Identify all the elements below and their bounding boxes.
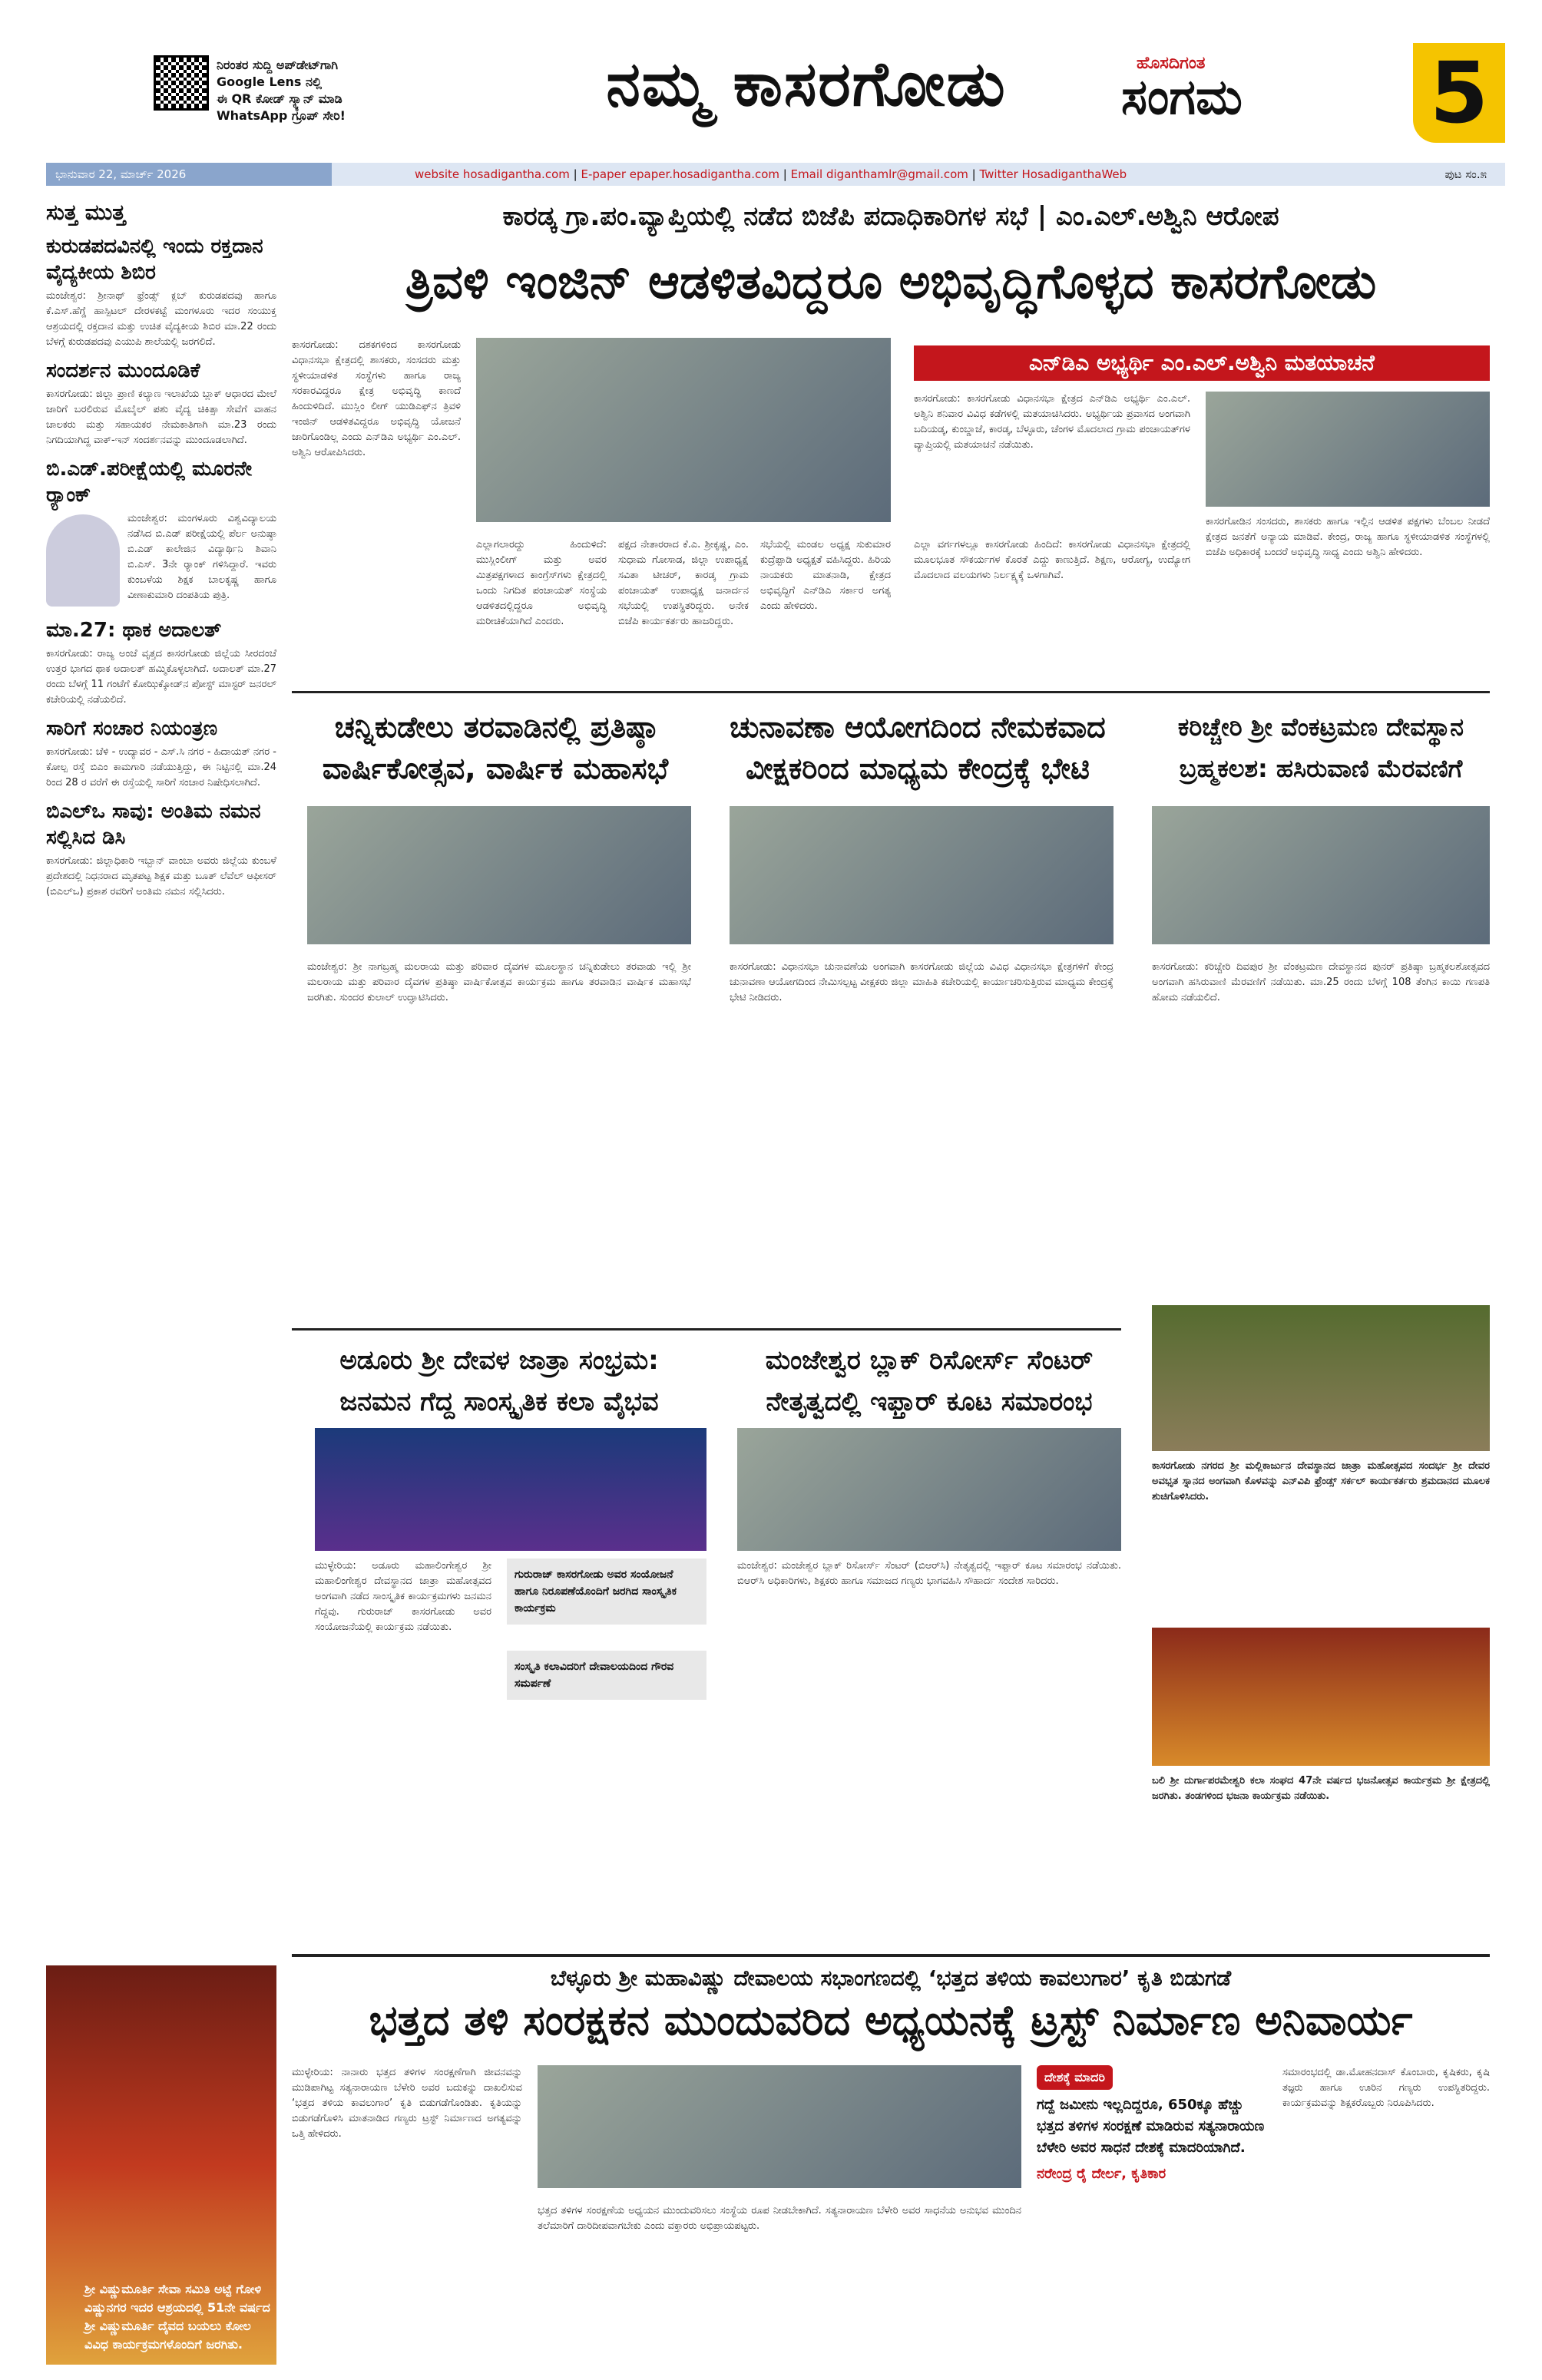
pull-quote: ಗುರುರಾಜ್ ಕಾಸರಗೋಡು ಅವರ ಸಂಯೋಜನೆ ಹಾಗೂ ನಿರೂಪಣೆಯೊಂದಿಗೆ ಜರಗಿದ ಸಾಂಸ್ಕೃತಿಕ ಕಾರ್ಯಕ್ರಮ bbox=[507, 1559, 706, 1625]
article-column: ಕಾಸರಗೋಡು: ಕಾಸರಗೋಡು ವಿಧಾನಸಭಾ ಕ್ಷೇತ್ರದ ಎನ್‌ಡಿಎ ಅಭ್ಯರ್ಥಿ ಎಂ.ಎಲ್. ಅಶ್ವಿನಿ ಶನಿವಾರ ವಿವಿಧ ಕಡೆಗಳಲ್ಲಿ ಮತಯಾಚಿಸಿದರು. ಅಭ್ಯರ್ಥಿಯ ಪ್ರವಾಸದ ಅಂಗವಾಗಿ ಬದಿಯಡ್ಕ, ಕುಂಬ್ಡಾಜೆ, ಕಾರಡ್ಕ, ಬೆಳ್ಳೂರು, ಚೆಂಗಳ ಮೊದಲಾದ ಗ್ರಾಮ ಪಂಚಾಯತ್‌ಗಳ ವ್ಯಾಪ್ತಿಯಲ್ಲಿ ಮತಯಾಚನೆ ನಡೆಯಿತು. bbox=[914, 393, 1190, 451]
epaper-link[interactable]: E-paper epaper.hosadigantha.com bbox=[581, 167, 779, 181]
page-number: 5 bbox=[1413, 43, 1505, 143]
section-divider bbox=[292, 1954, 1490, 1957]
highlight-quote: ಗದ್ದೆ ಜಮೀನು ಇಲ್ಲದಿದ್ದರೂ, 650ಕ್ಕೂ ಹೆಚ್ಚು ಭತ್ತದ ತಳಿಗಳ ಸಂರಕ್ಷಣೆ ಮಾಡಿರುವ ಸತ್ಯನಾರಾಯಣ ಬೆಳೇರಿ ಅವರ ಸಾಧನೆ ದೇಶಕ್ಕೆ ಮಾದರಿಯಾಗಿದೆ. bbox=[1037, 2097, 1265, 2156]
student-photo bbox=[46, 514, 120, 607]
side-story-title: ಎನ್‌ಡಿಎ ಅಭ್ಯರ್ಥಿ ಎಂ.ಎಲ್.ಅಶ್ವಿನಿ ಮತಯಾಚನೆ bbox=[914, 345, 1490, 381]
brand-logo-small: ಹೊಸದಿಗಂತ bbox=[1137, 54, 1206, 73]
edition-label: ಪುಟ ಸಂ.೫ bbox=[1444, 167, 1487, 181]
article-column: ಕಾಸರಗೋಡು: ದಶಕಗಳಿಂದ ಕಾಸರಗೋಡು ವಿಧಾನಸಭಾ ಕ್ಷೇತ್ರದಲ್ಲಿ ಶಾಸಕರು, ಸಂಸದರು ಮತ್ತು ಸ್ಥಳೀಯಾಡಳಿತ ಸಂಸ್ಥೆಗಳು ಹಾಗೂ ರಾಜ್ಯ ಸರಕಾರವಿದ್ದರೂ ಕ್ಷೇತ್ರ ಅಭಿವೃದ್ಧಿ ಕಾಣದೆ ಹಿಂದುಳಿದಿದೆ. ಮುಸ್ಲಿಂ ಲೀಗ್ ಯುಡಿಎಫ್‌ನ ತ್ರಿವಳಿ ಇಂಜಿನ್ ಆಡಳಿತವಿದ್ದರೂ ಅಭಿವೃದ್ಧಿ ಯೋಜನೆ ಜಾರಿಗೊಂಡಿಲ್ಲ ಎಂದು ಎನ್‌ಡಿಎ ಅಭ್ಯರ್ಥಿ ಎಂ.ಎಲ್. ಅಶ್ವಿನಿ ಆರೋಪಿಸಿದರು. bbox=[292, 339, 461, 458]
pull-quote: ಸಂಸ್ಕೃತಿ ಕಲಾವಿದರಿಗೆ ದೇವಾಲಯದಿಂದ ಗೌರವ ಸಮರ್ಪಣೆ bbox=[507, 1651, 706, 1700]
article-column: ಮುಳ್ಳೇರಿಯ: ಅಡೂರು ಮಹಾಲಿಂಗೇಶ್ವರ ಶ್ರೀ ಮಹಾಲಿಂಗೇಶ್ವರ ದೇವಸ್ಥಾನದ ಜಾತ್ರಾ ಮಹೋತ್ಸವದ ಅಂಗವಾಗಿ ನಡೆದ ಸಾಂಸ್ಕೃತಿಕ ಕಾರ್ಯಕ್ರಮಗಳು ಜನಮನ ಗೆದ್ದವು. ಗುರುರಾಜ್ ಕಾಸರಗೋಡು ಅವರ ಸಂಯೋಜನೆಯಲ್ಲಿ ಕಾರ್ಯಕ್ರಮ ನಡೆಯಿತು. bbox=[315, 1560, 491, 1633]
sidebar-body: ಕಾಸರಗೋಡು: ಜಿಲ್ಲಾ ಪ್ರಾಣಿ ಕಲ್ಯಾಣ ಇಲಾಖೆಯ ಬ್ಲಾಕ್ ಆಧಾರದ ಮೇಲೆ ಜಾರಿಗೆ ಬರಲಿರುವ ಮೊಬೈಲ್ ಪಶು ವೈದ್ಯ ಚಿಕಿತ್ಸಾ ಸೇವೆಗೆ ವಾಹನ ಚಾಲಕರು ಮತ್ತು ಸಹಾಯಕರ ನೇಮಕಾತಿಗಾಗಿ ಮಾ.23 ರಂದು ನಿಗದಿಯಾಗಿದ್ದ ವಾಕ್-ಇನ್ ಸಂದರ್ಶನವನ್ನು ಮುಂದೂಡಲಾಗಿದೆ. bbox=[46, 388, 276, 446]
sidebar-headline: ಬಿಎಲ್‌ಒ ಸಾವು: ಅಂತಿಮ ನಮನ ಸಲ್ಲಿಸಿದ ಡಿಸಿ bbox=[46, 800, 261, 849]
bottom-headline: ಭತ್ತದ ತಳಿ ಸಂರಕ್ಷಕನ ಮುಂದುವರಿದ ಅಧ್ಯಯನಕ್ಕೆ ಟ್ರಸ್ಟ್ ನಿರ್ಮಾಣ ಅನಿವಾರ್ಯ bbox=[369, 1996, 1413, 2044]
sidebar-body: ಕಾಸರಗೋಡು: ರಾಜ್ಯ ಅಂಚೆ ವೃತ್ತದ ಕಾಸರಗೋಡು ಜಿಲ್ಲೆಯ ಸೀರದಂಚೆ ಉತ್ತರ ಭಾಗದ ಥಾಕ ಅದಾಲತ್ ಹಮ್ಮಿಕೊಳ್ಳಲಾಗಿದೆ. ಅದಾಲತ್ ಮಾ.27 ರಂದು ಬೆಳಗ್ಗೆ 11 ಗಂಟೆಗೆ ಕೋಝಿಕ್ಕೋಡ್‌ನ ಪೋಸ್ಟ್ ಮಾಸ್ಟರ್ ಜನರಲ್ ಕಚೇರಿಯಲ್ಲಿ ನಡೆಯಲಿದೆ. bbox=[46, 648, 276, 706]
story-headline: ಕರಿಚ್ಚೇರಿ ಶ್ರೀ ವೆಂಕಟ್ರಮಣ ದೇವಸ್ಥಾನ ಬ್ರಹ್ಮಕಲಶ: ಹಸಿರುವಾಣಿ ಮೆರವಣಿಗೆ bbox=[1177, 712, 1464, 783]
iftar-photo bbox=[737, 1428, 1121, 1551]
meeting-photo bbox=[476, 338, 891, 522]
section-divider bbox=[292, 1328, 1121, 1330]
article-column: ಕಾಸರಗೋಡು: ವಿಧಾನಸಭಾ ಚುನಾವಣೆಯ ಅಂಗವಾಗಿ ಕಾಸರಗೋಡು ಜಿಲ್ಲೆಯ ವಿವಿಧ ವಿಧಾನಸಭಾ ಕ್ಷೇತ್ರಗಳಿಗೆ ಕೇಂದ್ರ ಚುನಾವಣಾ ಆಯೋಗದಿಂದ ನೇಮಿಸಲ್ಪಟ್ಟ ವೀಕ್ಷಕರು ಜಿಲ್ಲಾ ಮಾಹಿತಿ ಕಚೇರಿಯಲ್ಲಿ ಕಾರ್ಯಾಚರಿಸುತ್ತಿರುವ ಮಾಧ್ಯಮ ಕೇಂದ್ರಕ್ಕೆ ಭೇಟಿ ನೀಡಿದರು. bbox=[730, 961, 1113, 1003]
sidebar-headline: ಕುರುಡಪದವಿನಲ್ಲಿ ಇಂದು ರಕ್ತದಾನ ವೈದ್ಯಕೀಯ ಶಿಬಿರ bbox=[46, 235, 263, 284]
highlight-tag: ದೇಶಕ್ಕೆ ಮಾದರಿ bbox=[1037, 2065, 1113, 2090]
photo-caption: ಶ್ರೀ ವಿಷ್ಣುಮೂರ್ತಿ ಸೇವಾ ಸಮಿತಿ ಅಟ್ಟೆ ಗೋಳಿ ವಿಷ್ಣುನಗರ ಇದರ ಆಶ್ರಯದಲ್ಲಿ 51ನೇ ವರ್ಷದ ಶ್ರೀ ವಿಷ್ಣುಮೂರ್ತಿ ದೈವದ ಬಯಲು ಕೋಲ ವಿವಿಧ ಕಾರ್ಯಕ್ರಮಗಳೊಂದಿಗೆ ಜರಗಿತು. bbox=[84, 2282, 270, 2352]
article-column: ಎಲ್ಲಾ ವರ್ಗಗಳಲ್ಲೂ ಕಾಸರಗೋಡು ಹಿಂದಿದೆ: ಕಾಸರಗೋಡು ವಿಧಾನಸಭಾ ಕ್ಷೇತ್ರದಲ್ಲಿ ಮೂಲಭೂತ ಸೌಕರ್ಯಗಳ ಕೊರತೆ ಎದ್ದು ಕಾಣುತ್ತಿದೆ. ಶಿಕ್ಷಣ, ಆರೋಗ್ಯ, ಉದ್ಯೋಗ ಮೊದಲಾದ ವಲಯಗಳು ನಿರ್ಲಕ್ಷ್ಯಕ್ಕೆ ಒಳಗಾಗಿವೆ. bbox=[914, 539, 1190, 581]
section-divider bbox=[292, 691, 1490, 693]
article-column: ಮಂಜೇಶ್ವರ: ಮಂಜೇಶ್ವರ ಬ್ಲಾಕ್ ರಿಸೋರ್ಸ್ ಸೆಂಟರ್ (ಬಿಆರ್‌ಸಿ) ನೇತೃತ್ವದಲ್ಲಿ ಇಫ್ತಾರ್ ಕೂಟ ಸಮಾರಂಭ ನಡೆಯಿತು. ಬಿಆರ್‌ಸಿ ಅಧಿಕಾರಿಗಳು, ಶಿಕ್ಷಕರು ಹಾಗೂ ಸಮಾಜದ ಗಣ್ಯರು ಭಾಗವಹಿಸಿ ಸೌಹಾರ್ದ ಸಂದೇಶ ಸಾರಿದರು. bbox=[737, 1560, 1121, 1587]
story-headline: ಅಡೂರು ಶ್ರೀ ದೇವಳ ಜಾತ್ರಾ ಸಂಭ್ರಮ: ಜನಮನ ಗೆದ್ದ ಸಾಂಸ್ಕೃತಿಕ ಕಲಾ ವೈಭವ bbox=[339, 1345, 659, 1417]
sidebar-body: ಕಾಸರಗೋಡು: ಚೆಳಿ - ಉದ್ಯಾವರ - ಎಸ್.ಸಿ ನಗರ - ಹಿದಾಯತ್ ನಗರ - ಕೋಲ್ಪ ರಸ್ತೆ ಬಿಎಂ ಕಾಮಗಾರಿ ನಡೆಯುತ್ತಿದ್ದು, ಈ ನಿಟ್ಟಿನಲ್ಲಿ ಮಾ.24 ರಿಂದ 28 ರ ವರೆಗೆ ಈ ರಸ್ತೆಯಲ್ಲಿ ಸಾರಿಗೆ ಸಂಚಾರ ನಿಷೇಧಿಸಲಾಗಿದೆ. bbox=[46, 746, 276, 788]
article-column: ಪಕ್ಷದ ನೇತಾರರಾದ ಕೆ.ಎ. ಶ್ರೀಕೃಷ್ಣ, ಎಂ. ಸುಧಾಮ ಗೋಸಾಡ, ಜಿಲ್ಲಾ ಉಪಾಧ್ಯಕ್ಷೆ ಸವಿತಾ ಟೀಚರ್, ಕಾರಡ್ಕ ಗ್ರಾಮ ಪಂಚಾಯತ್ ಉಪಾಧ್ಯಕ್ಷ ಜನಾರ್ದನ ಸಭೆಯಲ್ಲಿ ಉಪಸ್ಥಿತರಿದ್ದರು. ಅನೇಕ ಬಿಜೆಪಿ ಕಾರ್ಯಕರ್ತರು ಹಾಜರಿದ್ದರು. bbox=[618, 539, 749, 627]
email-link[interactable]: Email diganthamlr@gmail.com bbox=[790, 167, 968, 181]
photo-caption: ಕಾಸರಗೋಡು ನಗರದ ಶ್ರೀ ಮಲ್ಲಿಕಾರ್ಜುನ ದೇವಸ್ಥಾನದ ಜಾತ್ರಾ ಮಹೋತ್ಸವದ ಸಂದರ್ಭ ಶ್ರೀ ದೇವರ ಅವಭೃತ ಸ್ನಾನದ ಅಂಗವಾಗಿ ಕೊಳವನ್ನು ಎನ್‌ವಿಪಿ ಫ್ರೆಂಡ್ಸ್ ಸರ್ಕಲ್ ಕಾರ್ಯಕರ್ತರು ಶ್ರಮದಾನದ ಮೂಲಕ ಶುಚಿಗೊಳಿಸಿದರು. bbox=[1152, 1460, 1490, 1502]
sidebar-headline: ಮಾ.27: ಥಾಕ ಅದಾಲತ್ bbox=[46, 619, 222, 642]
section-logo: ಸುತ್ತ ಮುತ್ತ bbox=[46, 200, 126, 225]
whatsapp-promo: ನಿರಂತರ ಸುದ್ದಿ ಅಪ್‌ಡೇಟ್‌ಗಾಗಿ Google Lens ನಲ್ಲಿ ಈ QR ಕೋಡ್ ಸ್ಕ್ಯಾನ್ ಮಾಡಿ WhatsApp ಗ್ರೂಪ್ ಸೇರಿ! bbox=[217, 58, 346, 123]
issue-date: ಭಾನುವಾರ 22, ಮಾರ್ಚ್ 2026 bbox=[46, 163, 332, 186]
campaign-photo bbox=[1206, 392, 1490, 507]
article-column: ಮುಳ್ಳೇರಿಯ: ನಾನಾರು ಭತ್ತದ ತಳಿಗಳ ಸಂರಕ್ಷಣೆಗಾಗಿ ಜೀವನವನ್ನು ಮುಡಿಪಾಗಿಟ್ಟ ಸತ್ಯನಾರಾಯಣ ಬೆಳೇರಿ ಅವರ ಬದುಕನ್ನು ದಾಖಲಿಸುವ ‘ಭತ್ತದ ತಳಿಯ ಕಾವಲುಗಾರ’ ಕೃತಿ ಬಿಡುಗಡೆಗೊಂಡಿತು. ಕೃತಿಯನ್ನು ಬಿಡುಗಡೆಗೊಳಿಸಿ ಮಾತನಾಡಿದ ಗಣ್ಯರು ಟ್ರಸ್ಟ್ ನಿರ್ಮಾಣದ ಅಗತ್ಯವನ್ನು ಒತ್ತಿ ಹೇಳಿದರು. bbox=[292, 2067, 522, 2140]
stage-photo bbox=[315, 1428, 706, 1551]
sidebar bbox=[46, 200, 276, 900]
article-column: ಕಾಸರಗೋಡಿನ ಸಂಸದರು, ಶಾಸಕರು ಹಾಗೂ ಇಲ್ಲಿನ ಆಡಳಿತ ಪಕ್ಷಗಳು ಬೆಂಬಲ ನೀಡದೆ ಕ್ಷೇತ್ರದ ಜನತೆಗೆ ಅನ್ಯಾಯ ಮಾಡಿವೆ. ಕೇಂದ್ರ, ರಾಜ್ಯ ಹಾಗೂ ಸ್ಥಳೀಯಾಡಳಿತ ಸಂಸ್ಥೆಗಳಲ್ಲಿ ಬಿಜೆಪಿ ಅಧಿಕಾರಕ್ಕೆ ಬಂದರೆ ಅಭಿವೃದ್ಧಿ ಸಾಧ್ಯ ಎಂದು ಅಶ್ವಿನಿ ಹೇಳಿದರು. bbox=[1206, 516, 1490, 558]
article-column: ಸಮಾರಂಭದಲ್ಲಿ ಡಾ.ಮೋಹನದಾಸ್ ಕೊಂಬಾರು, ಕೃಷಿಕರು, ಕೃಷಿ ತಜ್ಞರು ಹಾಗೂ ಊರಿನ ಗಣ್ಯರು ಉಪಸ್ಥಿತರಿದ್ದರು. ಕಾರ್ಯಕ್ರಮವನ್ನು ಶಿಕ್ಷಕರೊಬ್ಬರು ನಿರೂಪಿಸಿದರು. bbox=[1282, 2067, 1490, 2109]
sidebar-headline: ಸಾರಿಗೆ ಸಂಚಾರ ನಿಯಂತ್ರಣ bbox=[46, 717, 218, 740]
brand-logo: ಸಂಗಮ bbox=[1121, 69, 1243, 126]
lead-headline: ತ್ರಿವಳಿ ಇಂಜಿನ್ ಆಡಳಿತವಿದ್ದರೂ ಅಭಿವೃದ್ಧಿಗೊಳ್ಳದ ಕಾಸರಗೋಡು bbox=[405, 253, 1377, 309]
bhajana-photo bbox=[1152, 1628, 1490, 1766]
story-headline: ಚನ್ನಿಕುಡೇಲು ತರವಾಡಿನಲ್ಲಿ ಪ್ರತಿಷ್ಠಾ ವಾರ್ಷಿಕೋತ್ಸವ, ವಾರ್ಷಿಕ ಮಹಾಸಭೆ bbox=[322, 710, 669, 785]
ceremony-photo bbox=[307, 806, 691, 944]
article-column: ಭತ್ತದ ತಳಿಗಳ ಸಂರಕ್ಷಣೆಯ ಅಧ್ಯಯನ ಮುಂದುವರಿಸಲು ಸಂಸ್ಥೆಯ ರೂಪ ನೀಡಬೇಕಾಗಿದೆ. ಸತ್ಯನಾರಾಯಣ ಬೆಳೇರಿ ಅವರ ಸಾಧನೆಯ ಅನುಭವ ಮುಂದಿನ ತಲೆಮಾರಿಗೆ ದಾರಿದೀಪವಾಗಬೇಕು ಎಂದು ವಕ್ತಾರರು ಅಭಿಪ್ರಾಯಪಟ್ಟರು. bbox=[538, 2205, 1021, 2232]
highlight-box bbox=[1037, 2065, 1267, 2185]
procession-photo bbox=[1152, 806, 1490, 944]
media-centre-photo bbox=[730, 806, 1113, 944]
website-link[interactable]: website hosadigantha.com bbox=[415, 167, 570, 181]
info-bar: ಭಾನುವಾರ 22, ಮಾರ್ಚ್ 2026 website hosadigantha.com | E-paper epaper.hosadigantha.com | Email diganthamlr@gmail.com | Twitter HosadiganthaWeb ಪುಟ ಸಂ.೫ bbox=[46, 163, 1505, 186]
twitter-link[interactable]: Twitter HosadiganthaWeb bbox=[979, 167, 1127, 181]
photo-caption: ಬಲಿ ಶ್ರೀ ದುರ್ಗಾಪರಮೇಶ್ವರಿ ಕಲಾ ಸಂಘದ 47ನೇ ವರ್ಷದ ಭಜನೋತ್ಸವ ಕಾರ್ಯಕ್ರಮ ಶ್ರೀ ಕ್ಷೇತ್ರದಲ್ಲಿ ಜರಗಿತು. ತಂಡಗಳಿಂದ ಭಜನಾ ಕಾರ್ಯಕ್ರಮ ನಡೆಯಿತು. bbox=[1152, 1775, 1490, 1802]
temple-pond-photo bbox=[1152, 1305, 1490, 1451]
article-column: ಮಂಜೇಶ್ವರ: ಶ್ರೀ ನಾಗಬ್ರಹ್ಮ ಮಲರಾಯ ಮತ್ತು ಪರಿವಾರ ದೈವಗಳ ಮೂಲಸ್ಥಾನ ಚನ್ನಿಕುಡೇಲು ತರವಾಡು ಇಲ್ಲಿ ಶ್ರೀ ಮಲರಾಯ ಮತ್ತು ಪರಿವಾರ ದೈವಗಳ ಪ್ರತಿಷ್ಠಾ ವಾರ್ಷಿಕೋತ್ಸವ ಕಾರ್ಯಕ್ರಮ ಹಾಗೂ ತರವಾಡಿನ ವಾರ್ಷಿಕ ಮಹಾಸಭೆ ಜರಗಿತು. ಸುಂದರ ಕುಲಾಲ್ ಉದ್ಘಾಟಿಸಿದರು. bbox=[307, 961, 691, 1003]
sidebar-body: ಕಾಸರಗೋಡು: ಜಿಲ್ಲಾಧಿಕಾರಿ ಇಬ್ಬಾನ್ ವಾಂಬಾ ಅವರು ಜಿಲ್ಲೆಯ ಕುಂಬಳೆ ಪ್ರದೇಶದಲ್ಲಿ ನಿಧನರಾದ ಮೃತಪಟ್ಟ ಶಿಕ್ಷಕ ಮತ್ತು ಬೂತ್ ಲೆವೆಲ್ ಆಫೀಸರ್ (ಬಿಎಲ್‌ಒ) ಪ್ರಕಾಶ ರವರಿಗೆ ಅಂತಿಮ ನಮನ ಸಲ್ಲಿಸಿದರು. bbox=[46, 855, 276, 897]
story-headline: ಮಂಜೇಶ್ವರ ಬ್ಲಾಕ್ ರಿಸೋರ್ಸ್ ಸೆಂಟರ್ ನೇತೃತ್ವದಲ್ಲಿ ಇಫ್ತಾರ್ ಕೂಟ ಸಮಾರಂಭ bbox=[765, 1345, 1094, 1417]
highlight-author: ನರೇಂದ್ರ ರೈ ದೇರ್ಲ, ಕೃತಿಕಾರ bbox=[1037, 2166, 1166, 2182]
sidebar-headline: ಸಂದರ್ಶನ ಮುಂದೂಡಿಕೆ bbox=[46, 359, 200, 382]
story-headline: ಚುನಾವಣಾ ಆಯೋಗದಿಂದ ನೇಮಕವಾದ ವೀಕ್ಷಕರಿಂದ ಮಾಧ್ಯಮ ಕೇಂದ್ರಕ್ಕೆ ಭೇಟಿ bbox=[730, 710, 1106, 785]
article-column: ಎಲ್ಲಾಗಲಾರದ್ದು ಹಿಂದುಳಿದೆ: ಮುಸ್ಲಿಂಲೀಗ್ ಮತ್ತು ಅವರ ಮಿತ್ರಪಕ್ಷಗಳಾದ ಕಾಂಗ್ರೆಸ್‌ಗಳು ಕ್ಷೇತ್ರದಲ್ಲಿ ಒಂದು ನಿಗದಿತ ಪಂಚಾಯತ್ ಸಂಸ್ಥೆಯ ಆಡಳಿತದಲ್ಲಿದ್ದರೂ ಅಭಿವೃದ್ಧಿ ಮರೀಚಿಕೆಯಾಗಿದೆ ಎಂದರು. bbox=[476, 539, 607, 627]
masthead-title: ನಮ್ಮ ಕಾಸರಗೋಡು bbox=[606, 48, 1007, 120]
lead-kicker: ಕಾರಡ್ಕ ಗ್ರಾ.ಪಂ.ವ್ಯಾಪ್ತಿಯಲ್ಲಿ ನಡೆದ ಬಿಜೆಪಿ ಪದಾಧಿಕಾರಿಗಳ ಸಭೆ | ಎಂ.ಎಲ್.ಅಶ್ವಿನಿ ಆರೋಪ bbox=[502, 201, 1279, 232]
sidebar-body: ಮಂಜೇಶ್ವರ: ಶ್ರೀನಾಥ್ ಫ್ರೆಂಡ್ಸ್ ಕ್ಲಬ್ ಕುರುಡಪದವು ಹಾಗೂ ಕೆ.ಎಸ್.ಹೆಗ್ಡೆ ಹಾಸ್ಪಿಟಲ್ ದೇರಳಕಟ್ಟೆ ಮಂಗಳೂರು ಇದರ ಸಂಯುಕ್ತ ಆಶ್ರಯದಲ್ಲಿ ರಕ್ತದಾನ ಮತ್ತು ಉಚಿತ ವೈದ್ಯಕೀಯ ಶಿಬಿರ ಮಾ.22 ರಂದು ಬೆಳಗ್ಗೆ ಕುರುಡಪದವು ಎಯುಪಿ ಶಾಲೆಯಲ್ಲಿ ಜರಗಲಿದೆ. bbox=[46, 290, 276, 348]
sidebar-headline: ಬಿ.ಎಡ್.ಪರೀಕ್ಷೆಯಲ್ಲಿ ಮೂರನೇ ರ‍್ಯಾಂಕ್ bbox=[46, 458, 253, 507]
sidebar-body: ಮಂಜೇಶ್ವರ: ಮಂಗಳೂರು ವಿಶ್ವವಿದ್ಯಾಲಯ ನಡೆಸಿದ ಬಿ.ಎಡ್ ಪರೀಕ್ಷೆಯಲ್ಲಿ ಪೆರ್ಲ ಅನುಷ್ಠಾ ಬಿ.ಎಡ್ ಕಾಲೇಜಿನ ವಿದ್ಯಾರ್ಥಿನಿ ಶಿವಾನಿ ಬಿ.ಎಸ್. 3ನೇ ರ‍್ಯಾಂಕ್ ಗಳಿಸಿದ್ದಾರೆ. ಇವರು ಕುಂಬಳೆಯ ಶಿಕ್ಷಕ ಬಾಲಕೃಷ್ಣ ಹಾಗೂ ವೀಣಾಕುಮಾರಿ ದಂಪತಿಯ ಪುತ್ರಿ. bbox=[127, 513, 276, 601]
qr-code[interactable] bbox=[154, 55, 209, 111]
article-column: ಕಾಸರಗೋಡು: ಕರಿಚ್ಚೇರಿ ದಿವಪುರ ಶ್ರೀ ವೆಂಕಟ್ರಮಣ ದೇವಸ್ಥಾನದ ಪುನರ್ ಪ್ರತಿಷ್ಠಾ ಬ್ರಹ್ಮಕಲಶೋತ್ಸವದ ಅಂಗವಾಗಿ ಹಸಿರುವಾಣಿ ಮೆರವಣಿಗೆ ನಡೆಯಿತು. ಮಾ.25 ರಂದು ಬೆಳಗ್ಗೆ 108 ತೆಂಗಿನ ಕಾಯಿ ಗಣಪತಿ ಹೋಮ ನಡೆಯಲಿದೆ. bbox=[1152, 961, 1490, 1003]
bottom-kicker: ಬೆಳ್ಳೂರು ಶ್ರೀ ಮಹಾವಿಷ್ಣು ದೇವಾಲಯ ಸಭಾಂಗಣದಲ್ಲಿ ‘ಭತ್ತದ ತಳಿಯ ಕಾವಲುಗಾರ’ ಕೃತಿ ಬಿಡುಗಡೆ bbox=[550, 1965, 1232, 1991]
book-release-photo bbox=[538, 2065, 1021, 2188]
article-column: ಸಭೆಯಲ್ಲಿ ಮಂಡಲ ಅಧ್ಯಕ್ಷ ಸುಕುಮಾರ ಕುದ್ರೆಪ್ಪಾಡಿ ಅಧ್ಯಕ್ಷತೆ ವಹಿಸಿದ್ದರು. ಹಿರಿಯ ನಾಯಕರು ಮಾತನಾಡಿ, ಕ್ಷೇತ್ರದ ಅಭಿವೃದ್ಧಿಗೆ ಎನ್‌ಡಿಎ ಸರ್ಕಾರ ಅಗತ್ಯ ಎಂದು ಹೇಳಿದರು. bbox=[760, 539, 891, 612]
